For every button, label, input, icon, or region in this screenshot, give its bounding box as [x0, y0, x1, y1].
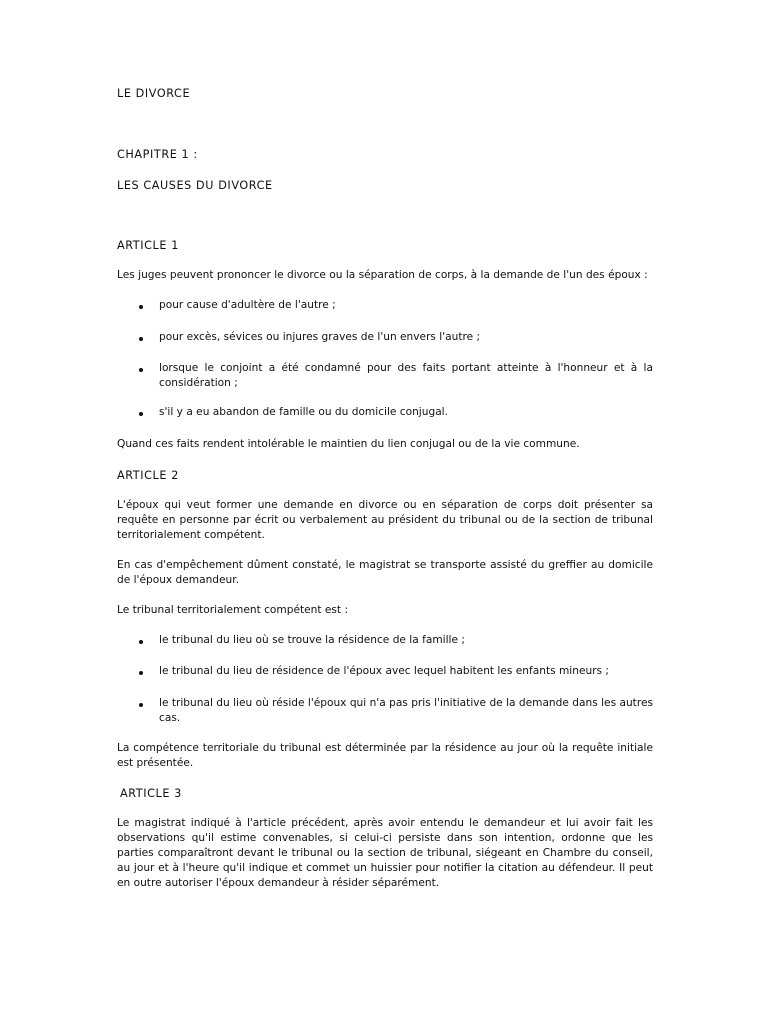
chapter-title: LES CAUSES DU DIVORCE [117, 179, 273, 192]
bullet-marker [139, 671, 145, 677]
article-2-paragraph-1: L'époux qui veut former une demande en divorce ou en séparation de corps doit présenter sa requête en personne par écrit ou verbalement au président du tribunal ou de la section de tribunal territorialement compétent. [117, 499, 653, 541]
bullet-marker [139, 703, 145, 709]
document-title: LE DIVORCE [117, 87, 191, 100]
article-1-item-2: pour excès, sévices ou injures graves de l'un envers l'autre ; [159, 331, 481, 343]
bullet-marker [139, 368, 145, 374]
article-2-paragraph-3: Le tribunal territorialement compétent est : [117, 604, 349, 616]
article-2-paragraph-4: La compétence territoriale du tribunal est déterminée par la résidence au jour où la requête initiale est présentée. [117, 742, 653, 769]
article-1-item-3: lorsque le conjoint a été condamné pour des faits portant atteinte à l'honneur et à la considération ; [159, 362, 653, 389]
article-2-item-2: le tribunal du lieu de résidence de l'époux avec lequel habitent les enfants mineurs ; [159, 665, 610, 677]
article-2-paragraph-2: En cas d'empêchement dûment constaté, le magistrat se transporte assisté du greffier au domicile de l'époux demandeur. [117, 559, 653, 586]
bullet-marker [139, 640, 145, 646]
bullet-marker [139, 305, 145, 311]
article-3-heading: ARTICLE 3 [120, 787, 182, 800]
bullet-marker [139, 412, 145, 418]
bullet-marker [139, 337, 145, 343]
article-2-item-1: le tribunal du lieu où se trouve la résidence de la famille ; [159, 634, 465, 646]
article-3-paragraph-1: Le magistrat indiqué à l'article précédent, après avoir entendu le demandeur et lui avoir fait les observations qu'il estime convenables, si celui-ci persiste dans son intention, ordonne que les parties comparaîtront devant le tribunal ou la section de tribunal, siégeant en Chambre du conseil, au jour et à l'heure qu'il indique et commet un huissier pour notifier la citation au défendeur. Il peut en outre autoriser l'époux demandeur à résider séparément. [117, 817, 653, 889]
article-1-item-4: s'il y a eu abandon de famille ou du domicile conjugal. [159, 406, 448, 418]
chapter-number: CHAPITRE 1 : [117, 148, 198, 161]
article-1-heading: ARTICLE 1 [117, 239, 179, 252]
article-2-heading: ARTICLE 2 [117, 469, 179, 482]
article-2-item-3: le tribunal du lieu où réside l'époux qui n'a pas pris l'initiative de la demande dans les autres cas. [159, 697, 653, 724]
article-1-closing: Quand ces faits rendent intolérable le maintien du lien conjugal ou de la vie commune. [117, 438, 580, 450]
article-1-intro: Les juges peuvent prononcer le divorce ou la séparation de corps, à la demande de l'un des époux : [117, 269, 648, 281]
article-1-item-1: pour cause d'adultère de l'autre ; [159, 299, 336, 311]
